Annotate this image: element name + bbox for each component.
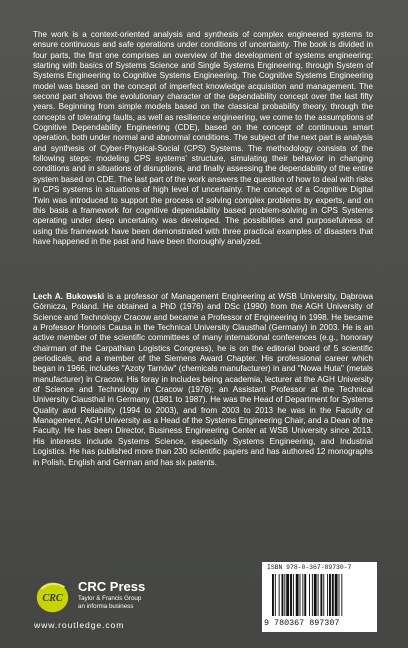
- barcode-bar: [304, 574, 306, 616]
- barcode-bar: [318, 574, 319, 616]
- barcode-bar: [341, 574, 342, 616]
- author-name: Lech A. Bukowski: [33, 292, 105, 301]
- barcode-bar: [314, 574, 317, 616]
- barcode-bar: [300, 574, 301, 616]
- barcode-bar: [309, 574, 310, 616]
- barcode-bar: [290, 574, 292, 616]
- barcode-digits: 9 780367 897307: [264, 618, 340, 628]
- book-description: The work is a context-oriented analysis and synthesis of complex engineered systems to ensure continuous and safe operations under conditions of uncertainty. The book is divided in four parts, the first one comprises an overview of the development of systems engineering: starting with basics of Systems Science and Single Systems Engineering, through System of Systems Engineering to Cognitive Systems Engineering. The Cognitive Systems Engineering model was based on the concept of imperfect knowledge acquisition and management. The second part shows the evolutionary character of the dependability concept over the last fifty years. Beginning from simple models based on the classical probability theory, through the concepts of tolerating faults, as well as resilience engineering, we come to the assumptions of Cognitive Dependability Engineering (CDE), based on the concept of continuous smart operation, both under normal and abnormal conditions. The subject of the next part is analysis and synthesis of Cyber-Physical-Social (CPS) Systems. The methodology consists of the following steps: modeling CPS systems' structure, simulating their behavior in changing conditions and in situations of disruptions, and finally assessing the dependability of the entire system based on CDE. The last part of the work answers the question of how to deal with risks in CPS systems in situations of high level of uncertainty. The concept of a Cognitive Digital Twin was introduced to support the process of solving complex problems by experts, and on this basis a framework for cognitive dependability based problem-solving in CPS Systems operating under deep uncertainty was developed. The possibilities and purposefulness of using this framework have been demonstrated with three practical examples of disasters that have happened in the past and have been thoroughly analyzed.: [33, 30, 373, 246]
- barcode-bar: [302, 574, 303, 616]
- barcode-bar: [296, 574, 299, 616]
- publisher-name: CRC Press: [78, 579, 146, 594]
- publisher-tagline: an informa business: [78, 603, 134, 610]
- barcode-bar: [284, 574, 285, 616]
- barcode-bar: [286, 574, 289, 616]
- crc-emblem-icon: [34, 578, 71, 615]
- author-bio-text: is a professor of Management Engineering at WSB University, Dąbrowa Górnicza, Poland. He obtained a PhD (1976) and DSc (1990) from the AGH University of Science and Technology Cracow and became a Professor of Engineering in 1998. He became a Professor Honoris Causa in the Technical University Clausthal (Germany) in 2003. He is an active member of the scientific committees of many international conferences (e.g., honorary chairman of the Carpathian Logistics Congress), he is on the editorial board of 5 scientific periodicals, and a member of the Siemens Award Chapter. His professional career which began in 1966, includes "Azoty Tarnów" (chemicals manufacturer) in and "Nowa Huta" (metals manufacturer) in Cracow. His foray in includes being academia, lecturer at the AGH University of Science and Technology in Cracow (1976); an Assistant Professor at the Technical University Clausthal in Germany (1981 to 1987). He was the Head of Department for Systems Quality and Reliability (1994 to 2003), and from 2003 to 2013 he was in the Faculty of Management, AGH University as a Head of the Systems Engineering Chair, and a Dean of the Faculty. He has been Director, Business Engineering Center at WSB University since 2013. His interests include Systems Science, especially Systems Engineering, and Industrial Logistics. He has published more than 230 scientific papers and has authored 12 monographs in Polish, English and German and has six patents.: [33, 292, 373, 467]
- barcode-bar: [293, 574, 294, 616]
- publisher-url: www.routledge.com: [34, 620, 125, 630]
- barcode-bar: [275, 574, 276, 616]
- barcode-bar: [320, 574, 322, 616]
- barcode-bar: [279, 574, 280, 616]
- author-bio: [33, 292, 373, 468]
- barcode-bar: [329, 574, 331, 616]
- barcode-bar: [339, 574, 340, 616]
- barcode-bar: [335, 574, 338, 616]
- barcode-bar: [327, 574, 328, 616]
- barcode-bar: [332, 574, 334, 616]
- isbn-number: ISBN 978-0-367-89730-7: [267, 564, 352, 571]
- barcode-bar: [272, 574, 274, 616]
- publisher-logo: [34, 575, 174, 631]
- isbn-barcode: [262, 562, 377, 632]
- barcode-bars-icon: [272, 574, 372, 616]
- crc-emblem-text: CRC: [42, 593, 63, 605]
- barcode-bar: [282, 574, 284, 616]
- publisher-group: Taylor & Francis Group: [78, 595, 142, 602]
- barcode-bar: [312, 574, 313, 616]
- barcode-bar: [323, 574, 324, 616]
